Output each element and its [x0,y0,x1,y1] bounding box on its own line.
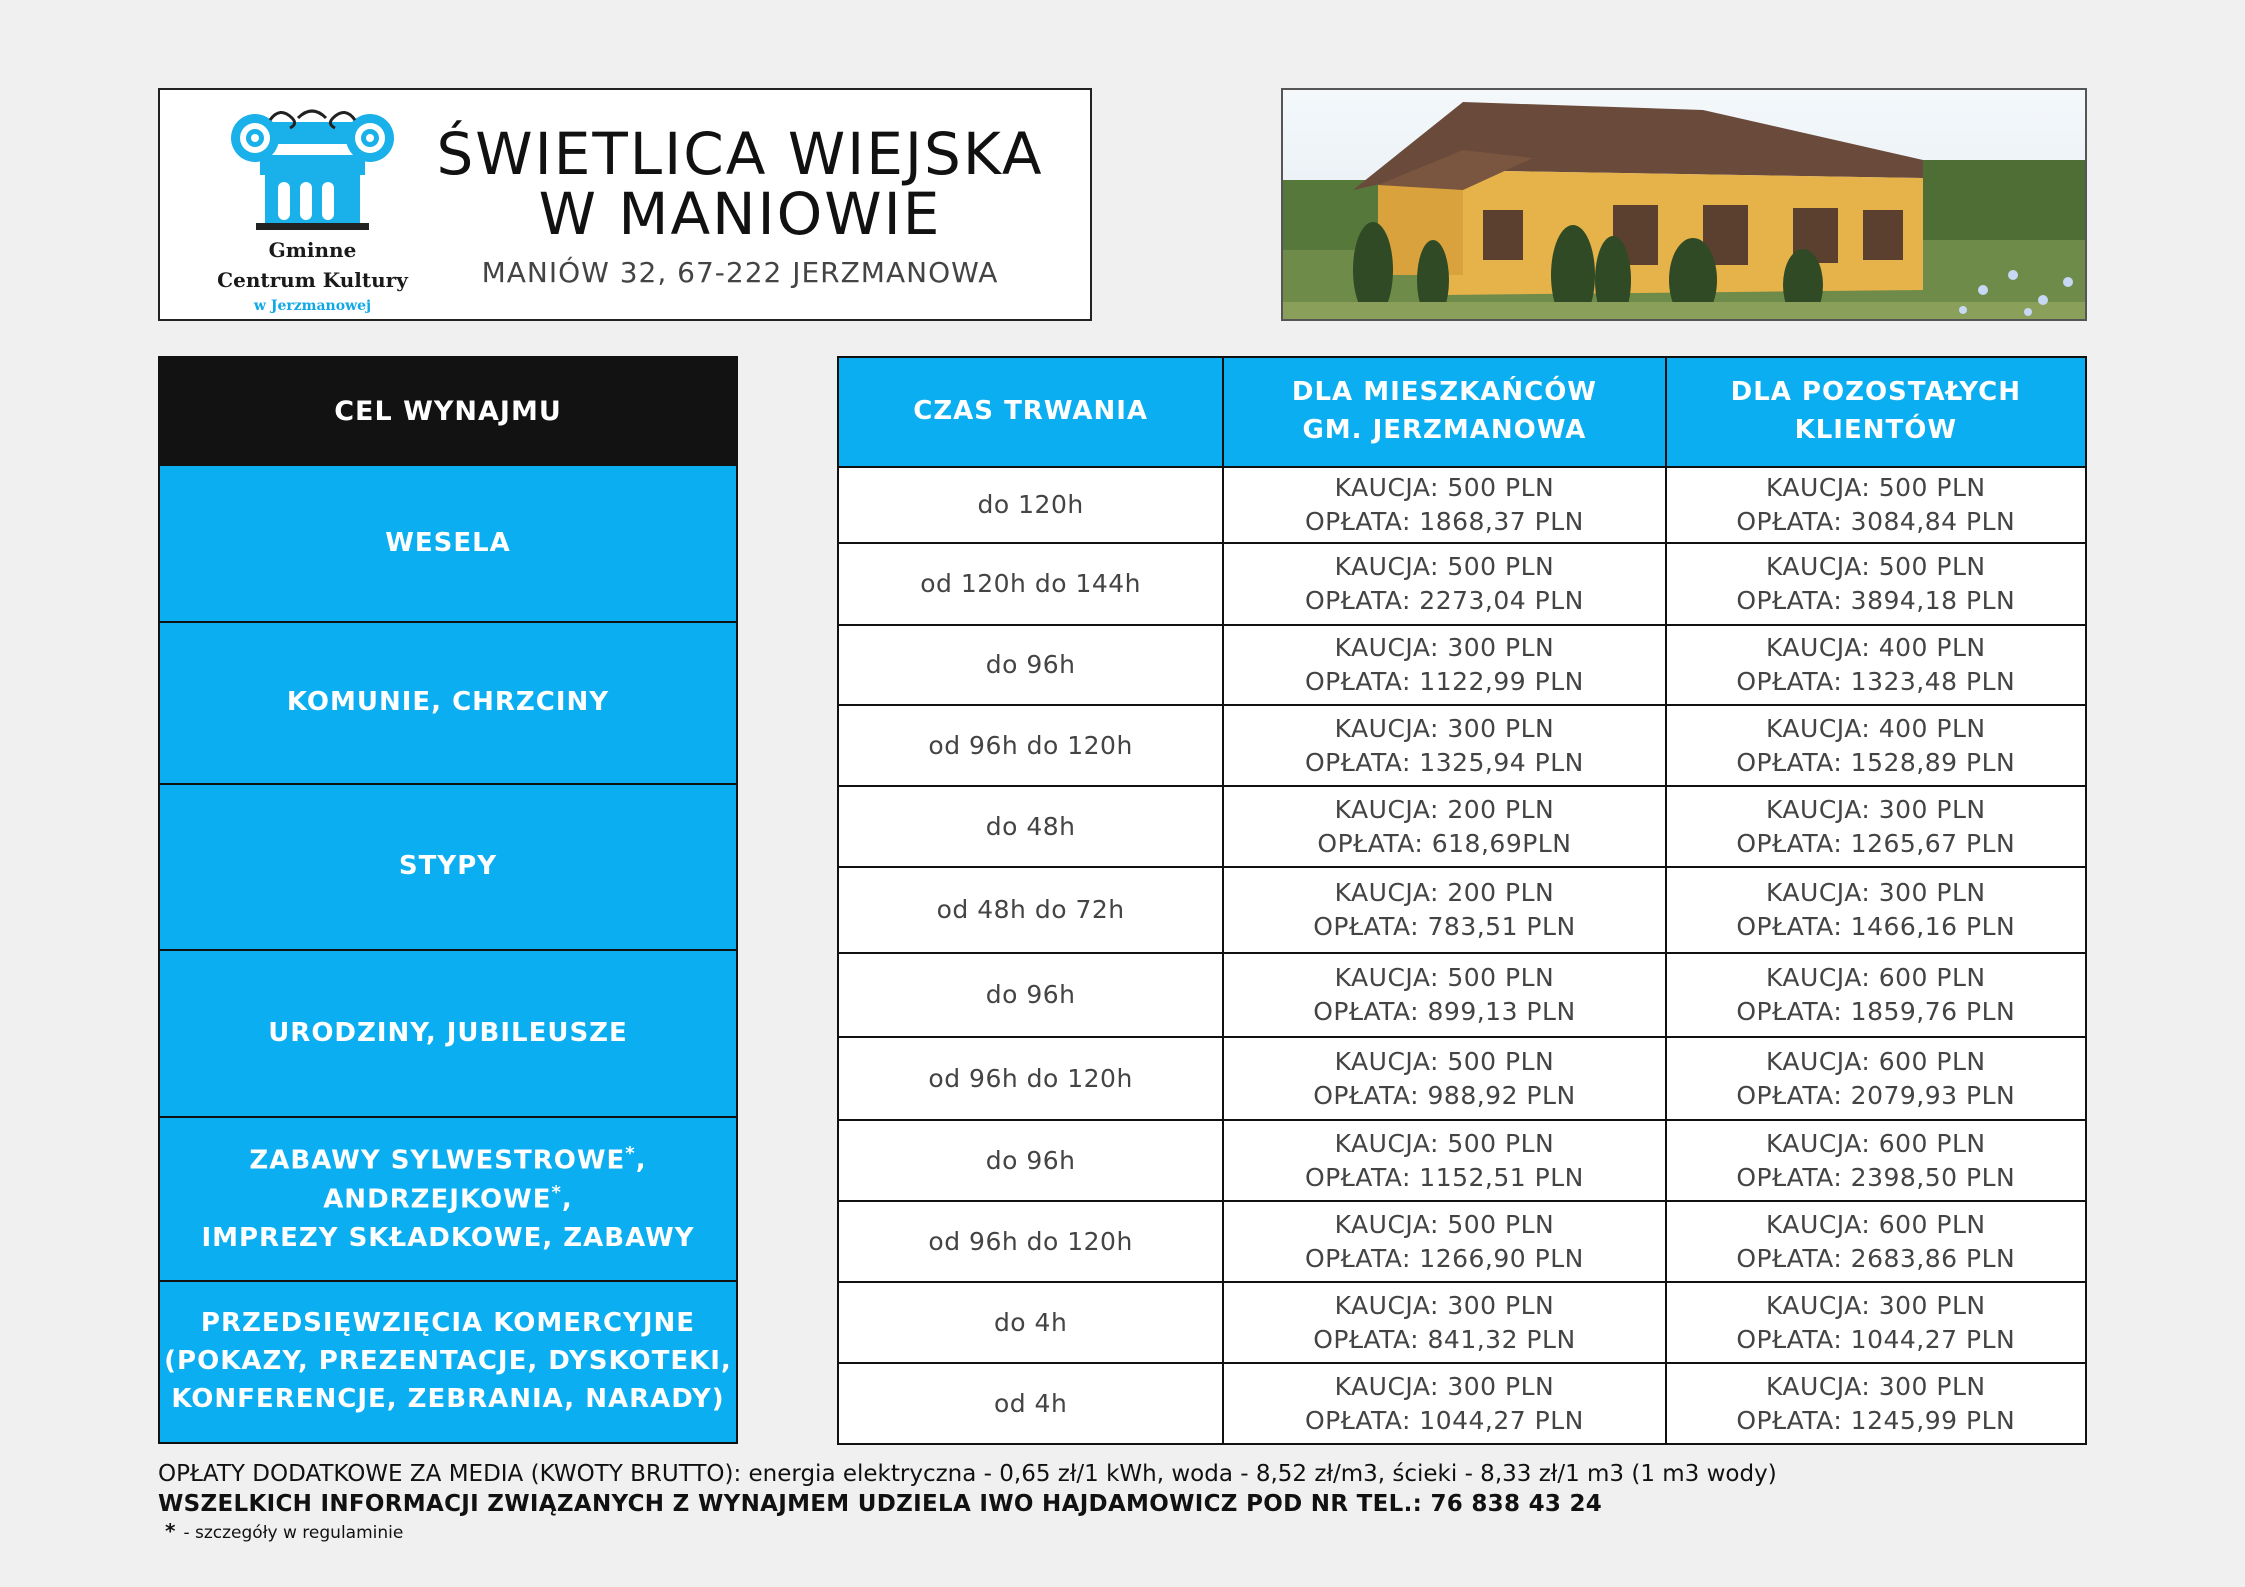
duration-cell: do 96h [838,625,1223,705]
residents-price-cell [1223,543,1665,625]
deposit-text: KAUCJA: 500 PLN [1334,552,1555,582]
deposit-text: KAUCJA: 500 PLN [1334,1046,1555,1076]
others-price-cell [1666,1120,2086,1201]
duration-cell: do 96h [838,953,1223,1037]
fee-text: OPŁATA: 1868,37 PLN [1304,507,1584,536]
deposit-text: KAUCJA: 600 PLN [1765,1128,1986,1158]
residents-price-cell [1223,705,1665,786]
residents-price-cell [1223,867,1665,953]
others-price-cell [1666,786,2086,867]
footer-media-fees [158,1461,1777,1487]
fee-text: OPŁATA: 3084,84 PLN [1736,507,2016,536]
rate-row [838,467,2086,543]
others-price-cell [1666,1037,2086,1120]
ionic-column-icon [200,100,425,240]
deposit-text: KAUCJA: 300 PLN [1334,1290,1555,1320]
others-price-cell [1666,467,2086,543]
rate-row [838,1363,2086,1444]
header-residents-line2: GM. JERZMANOWA [1302,415,1587,445]
fee-text: OPŁATA: 2683,86 PLN [1736,1243,2016,1273]
fee-text: OPŁATA: 1859,76 PLN [1736,997,2016,1026]
purpose-wesela: WESELA [158,466,738,623]
residents-price-cell [1223,1037,1665,1120]
deposit-text: KAUCJA: 400 PLN [1765,633,1986,663]
address: MANIÓW 32, 67-222 JERZMANOWA [481,256,999,289]
header-duration: CZAS TRWANIA [838,357,1223,467]
footer-note-text: - szczegóły w regulaminie [183,1523,404,1543]
others-price-cell [1666,543,2086,625]
fee-text: OPŁATA: 1265,67 PLN [1736,828,2016,858]
komercyjne-line1: PRZEDSIĘWZIĘCIA KOMERCYJNE [200,1308,696,1339]
others-price-cell [1666,953,2086,1037]
deposit-text: KAUCJA: 500 PLN [1765,552,1986,582]
rate-row [838,786,2086,867]
duration-cell: od 96h do 120h [838,1037,1223,1120]
others-price-cell [1666,705,2086,786]
residents-price-cell [1223,1120,1665,1201]
duration-cell: do 4h [838,1282,1223,1363]
fee-text: OPŁATA: 841,32 PLN [1313,1324,1576,1354]
fee-text: OPŁATA: 2273,04 PLN [1304,586,1584,615]
rate-row [838,867,2086,953]
deposit-text: KAUCJA: 200 PLN [1334,794,1555,824]
deposit-text: KAUCJA: 500 PLN [1334,1209,1555,1239]
logo-text-line1: Gminne [268,238,357,262]
footer-contact: WSZELKICH INFORMACJI ZWIĄZANYCH Z WYNAJMEM UDZIELA IWO HAJDAMOWICZ POD NR TEL.: 76 838 43 24 [158,1491,1603,1517]
deposit-text: KAUCJA: 500 PLN [1334,1128,1555,1158]
others-price-cell [1666,1282,2086,1363]
header-others [1666,357,2086,467]
deposit-text: KAUCJA: 600 PLN [1765,1209,1986,1239]
others-price-cell [1666,867,2086,953]
fee-text: OPŁATA: 2079,93 PLN [1736,1080,2016,1110]
duration-cell: od 96h do 120h [838,705,1223,786]
footnote-mark-2: * [551,1182,562,1204]
page-title-line2: W MANIOWIE [538,180,942,248]
rate-row [838,1201,2086,1282]
deposit-text: KAUCJA: 300 PLN [1334,633,1555,663]
deposit-text: KAUCJA: 300 PLN [1334,1371,1555,1401]
purpose-table [158,356,738,1444]
deposit-text: KAUCJA: 400 PLN [1765,713,1986,743]
rate-row [838,953,2086,1037]
rate-row [838,1037,2086,1120]
deposit-text: KAUCJA: 500 PLN [1334,963,1555,993]
fee-text: OPŁATA: 1044,27 PLN [1736,1324,2016,1354]
others-price-cell [1666,625,2086,705]
zabawy-comma-2: , [561,1184,573,1215]
komercyjne-line3: KONFERENCJE, ZEBRANIA, NARADY) [171,1383,725,1414]
deposit-text: KAUCJA: 500 PLN [1334,473,1555,503]
zabawy-comma-1: , [635,1145,647,1176]
zabawy-line1: ZABAWY SYLWESTROWE [249,1145,626,1176]
residents-price-cell [1223,1282,1665,1363]
duration-cell: do 48h [838,786,1223,867]
deposit-text: KAUCJA: 300 PLN [1765,1371,1986,1401]
fee-text: OPŁATA: 1528,89 PLN [1736,747,2016,777]
deposit-text: KAUCJA: 300 PLN [1765,1290,1986,1320]
footer-note-mark: * [165,1519,176,1543]
others-price-cell [1666,1363,2086,1444]
fee-text: OPŁATA: 1044,27 PLN [1304,1405,1584,1435]
duration-cell: od 4h [838,1363,1223,1444]
duration-cell: od 120h do 144h [838,543,1223,625]
fee-text: OPŁATA: 783,51 PLN [1313,912,1576,941]
fee-text: OPŁATA: 1122,99 PLN [1304,667,1584,696]
residents-price-cell [1223,1201,1665,1282]
duration-cell: do 96h [838,1120,1223,1201]
fee-text: OPŁATA: 1325,94 PLN [1304,747,1584,777]
building-image [1283,90,2087,321]
fee-text: OPŁATA: 2398,50 PLN [1736,1162,2016,1192]
deposit-text: KAUCJA: 600 PLN [1765,963,1986,993]
fee-text: OPŁATA: 988,92 PLN [1313,1080,1576,1110]
others-price-cell [1666,1201,2086,1282]
deposit-text: KAUCJA: 300 PLN [1334,713,1555,743]
purpose-header: CEL WYNAJMU [158,356,738,466]
rate-row [838,1120,2086,1201]
footnote-mark-1: * [625,1142,636,1164]
fee-text: OPŁATA: 3894,18 PLN [1736,586,2016,615]
header-residents [1223,357,1665,467]
rates-body [838,467,2086,1444]
rate-row [838,1282,2086,1363]
komercyjne-line2: (POKAZY, PREZENTACJE, DYSKOTEKI, [164,1346,732,1377]
fee-text: OPŁATA: 1245,99 PLN [1736,1405,2016,1435]
purpose-stypy: STYPY [158,785,738,951]
fee-text: OPŁATA: 1323,48 PLN [1736,667,2016,696]
residents-price-cell [1223,786,1665,867]
purpose-komercyjne [158,1282,738,1444]
rate-row [838,705,2086,786]
purpose-urodziny: URODZINY, JUBILEUSZE [158,951,738,1118]
deposit-text: KAUCJA: 300 PLN [1765,794,1986,824]
rates-table [837,356,2087,1445]
duration-cell: od 48h do 72h [838,867,1223,953]
header-residents-line1: DLA MIESZKAŃCÓW [1291,377,1597,408]
footer-media-rest: energia elektryczna - 0,65 zł/1 kWh, woda - 8,52 zł/m3, ścieki - 8,33 zł/1 m3 (1 m3 wody) [748,1461,1777,1487]
footer-media-prefix: OPŁATY DODATKOWE ZA MEDIA (KWOTY BRUTTO): [158,1461,742,1487]
purpose-zabawy [158,1118,738,1282]
building-photo [1281,88,2087,321]
fee-text: OPŁATA: 1266,90 PLN [1304,1243,1584,1273]
zabawy-line3: IMPREZY SKŁADKOWE, ZABAWY [201,1222,695,1253]
residents-price-cell [1223,625,1665,705]
page-title-line1: ŚWIETLICA WIEJSKA [436,120,1044,188]
logo-text-line2: Centrum Kultury [217,268,408,292]
deposit-text: KAUCJA: 200 PLN [1334,878,1555,908]
rate-row [838,543,2086,625]
deposit-text: KAUCJA: 300 PLN [1765,878,1986,908]
fee-text: OPŁATA: 618,69PLN [1317,828,1572,858]
duration-cell: od 96h do 120h [838,1201,1223,1282]
fee-text: OPŁATA: 1466,16 PLN [1736,912,2016,941]
fee-text: OPŁATA: 899,13 PLN [1313,997,1576,1026]
zabawy-line2: ANDRZEJKOWE [323,1184,552,1215]
rates-header-row [838,357,2086,467]
residents-price-cell [1223,467,1665,543]
logo-text-line3: w Jerzmanowej [253,298,372,314]
duration-cell: do 120h [838,467,1223,543]
gck-logo [200,100,425,315]
rate-row [838,625,2086,705]
residents-price-cell [1223,953,1665,1037]
fee-text: OPŁATA: 1152,51 PLN [1304,1162,1584,1192]
header-others-line2: KLIENTÓW [1794,415,1958,445]
residents-price-cell [1223,1363,1665,1444]
purpose-komunie: KOMUNIE, CHRZCINY [158,623,738,785]
footer-note [165,1519,403,1543]
header-others-line1: DLA POZOSTAŁYCH [1730,377,2021,408]
deposit-text: KAUCJA: 500 PLN [1765,473,1986,503]
header-box [158,88,1092,321]
deposit-text: KAUCJA: 600 PLN [1765,1046,1986,1076]
